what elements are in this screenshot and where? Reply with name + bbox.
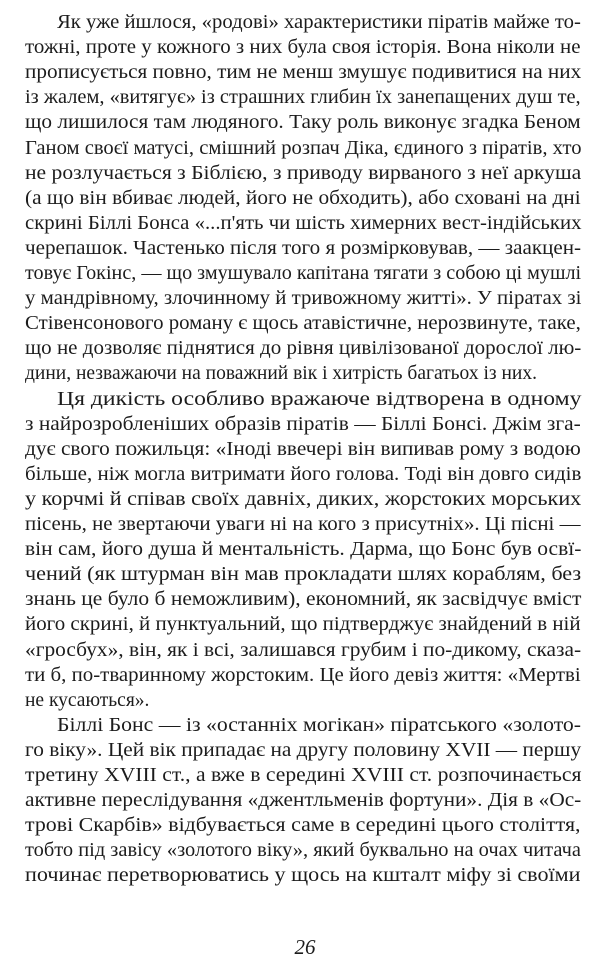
- text-line: чений (як штурман він мав прокладати шлях кораблям, без: [25, 564, 582, 586]
- text-line: черепашок. Частенько після того я розмірковував, — заакцен-: [25, 237, 582, 259]
- page-number: 26: [294, 935, 316, 959]
- text-line: знань це було б неможливим), економний, як засвідчує вміст: [25, 589, 582, 611]
- text-line: Стівенсонового роману є щось атавістичне, нерозвинуте, таке,: [25, 313, 581, 335]
- text-line: тожні, проте у кожного з них була своя історія. Вона ніколи не: [25, 37, 581, 59]
- text-line: його скрині, й пунктуальний, що підтверджує знайдений в ній: [25, 614, 581, 636]
- text-line: го віку». Цей вік припадає на другу половину XVII — першу: [25, 739, 582, 761]
- text-line: Біллі Бонс — із «останніх могікан» піратського «золото-: [57, 714, 582, 736]
- text-line: трові Скарбів» відбувається саме в середині цього століття,: [25, 815, 581, 837]
- text-line: дує свого пожильця: «Іноді ввечері він випивав рому з водою: [25, 438, 581, 460]
- book-page: [25, 0, 585, 977]
- text-line: у корчмі й співав своїх давніх, диких, жорстоких морських: [25, 488, 582, 510]
- text-line: третину XVIII ст., а вже в середині XVIII ст. розпочинається: [25, 765, 582, 786]
- text-line: Ганом своєї матусі, смішний розпач Діка, єдиного з піратів, хто: [25, 137, 582, 159]
- text-line: ти б, по-тваринному жорстоким. Це його девіз життя: «Мертві: [25, 664, 581, 686]
- text-line: він сам, його душа й ментальність. Дарма, що Бонс був освї-: [25, 539, 582, 561]
- text-line: починає перетворюватись у щось на кшталт міфу зі своїми: [25, 865, 581, 887]
- text-line: скрині Біллі Бонса «...п'ять чи шість химерних вест-індійських: [25, 212, 582, 234]
- text-line: активне переслідування «джентльменів фортуни». Дія в «Ос-: [25, 790, 582, 812]
- text-line: тобто під завісу «золотого віку», який буквально на очах читача: [25, 840, 581, 862]
- text-line: не розлучається з Біблією, з приводу вирваного з неї аркуша: [25, 162, 582, 184]
- text-line: прописується повно, тим не менш змушує подивитися на них: [25, 62, 582, 84]
- text-line: «гросбух», він, як і всі, залишався грубим і по-дикому, сказа-: [25, 639, 582, 661]
- text-line: що лишилося там людяного. Таку роль виконує згадка Беном: [25, 112, 581, 134]
- text-line: у мандрівному, злочинному й тривожному житті». У піратах зі: [25, 288, 582, 310]
- text-line: товує Гокінс, — що змушувало капітана тягати з собою ці мушлі: [25, 263, 582, 284]
- text-line: (а що він вбиває людей, його не обходить), або сховані на дні: [25, 187, 581, 209]
- text-line: дини, незважаючи на поважний вік і хитрість багатьох із них.: [25, 363, 537, 385]
- text-line: більше, ніж могла витримати його голова. Тоді він довго сидів: [25, 463, 582, 485]
- text-line: Ця дикість особливо вражаюче відтворена в одному: [57, 388, 582, 410]
- text-line: Як уже йшлося, «родові» характеристики піратів майже то-: [57, 12, 581, 33]
- text-line: з найрозробленіших образів піратів — Біллі Бонсі. Джім зга-: [25, 413, 581, 435]
- text-line: із жалем, «витягує» із страшних глибин їх занепащених душ те,: [25, 87, 581, 109]
- text-line: що не дозволяє піднятися до рівня цивілізованої дорослої лю-: [25, 338, 582, 360]
- text-line: пісень, не звертаючи уваги ні на кого з присутніх». Ці пісні —: [25, 514, 581, 535]
- text-line: не кусаються».: [25, 689, 150, 711]
